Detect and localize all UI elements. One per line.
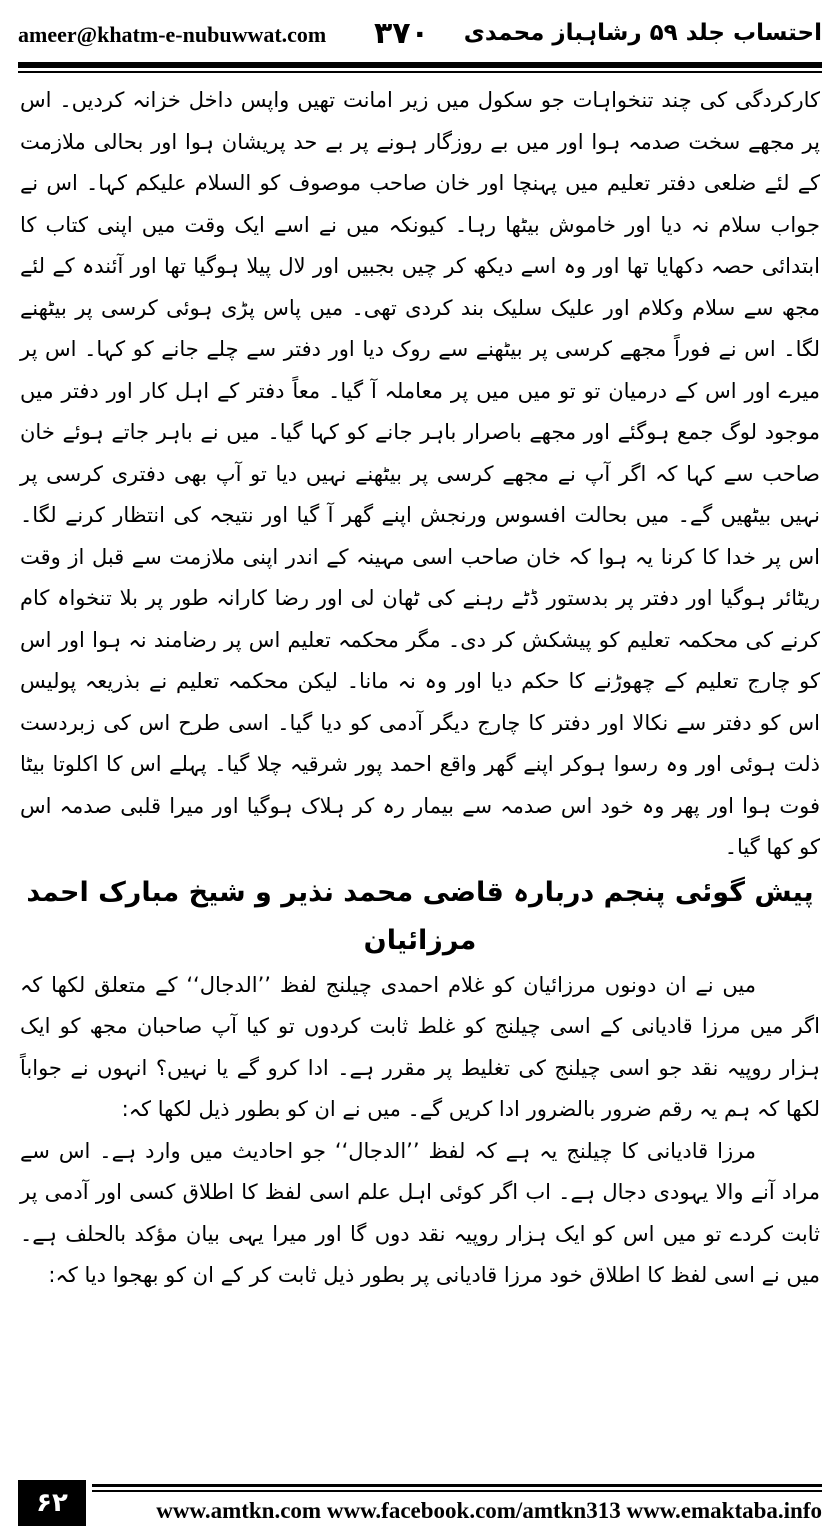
page-header <box>18 14 822 60</box>
footer-website-links: www.amtkn.com www.facebook.com/amtkn313 www.emaktaba.info <box>156 1498 822 1523</box>
section-heading: پیش گوئی پنجم دربارہ قاضی محمد نذیر و شیخ مبارک احمد مرزائیان <box>26 876 814 956</box>
body-paragraph-2: میں نے ان دونوں مرزائیان کو غلام احمدی چیلنج لفظ ’’الدجال‘‘ کے متعلق لکھا کہ اگر میں مرزا قادیانی کے اسی چیلنج کو غلط ثابت کردوں تو کیا آپ صاحبان مجھ کو ایک ہزار روپیہ نقد جو اسی چیلنج کی تغلیط پر مقرر ہے۔ ادا کرو گے یا نہیں؟ انہوں نے جواباً لکھا کہ ہم یہ رقم ضرور بالضرور ادا کریں گے۔ میں نے ان کو بطور ذیل لکھا کہ: <box>20 972 820 1121</box>
header-rule-thick <box>18 62 822 68</box>
footer-page-badge: ۶۲ <box>18 1480 86 1526</box>
header-email: ameer@khatm-e-nubuwwat.com <box>18 22 327 47</box>
header-book-title: احتساب جلد ۵۹ رشاہباز محمدی <box>463 20 822 46</box>
footer-rule-thin <box>92 1490 822 1492</box>
page-body <box>20 80 820 1297</box>
header-page-number: ۳۷۰ <box>374 16 429 51</box>
header-rule-thin <box>18 71 822 73</box>
footer-rule-thick <box>92 1484 822 1487</box>
body-paragraph-3: مرزا قادیانی کا چیلنج یہ ہے کہ لفظ ’’الدجال‘‘ جو احادیث میں وارد ہے۔ اس سے مراد آنے والا یہودی دجال ہے۔ اب اگر کوئی اہل علم اسی لفظ کا اطلاق کسی اور آدمی پر ثابت کردے تو میں اس کو ایک ہزار روپیہ نقد دوں گا اور میرا یہی بیان مؤکد بالحلف ہے۔ میں نے اسی لفظ کا اطلاق خود مرزا قادیانی پر بطور ذیل ثابت کر کے ان کو بھجوا دیا کہ: <box>20 1138 820 1287</box>
body-paragraph-1: کارکردگی کی چند تنخواہات جو سکول میں زیر امانت تھیں واپس داخل خزانہ کردیں۔ اس پر مجھے سخت صدمہ ہوا اور میں بے روزگار ہونے پر بے حد پریشان ہوا اور بحالی ملازمت کے لئے ضلعی دفتر تعلیم میں پہنچا اور خان صاحب موصوف کو السلام علیکم کہا۔ اس نے جواب سلام نہ دیا اور خاموش بیٹھا رہا۔ کیونکہ میں نے اسے ایک وقت میں اپنی کتاب کا ابتدائی حصہ دکھایا تھا اور وہ اسے دیکھ کر چیں بجبیں اور لال پیلا ہوگیا تھا اور آئندہ کے لئے مجھ سے سلام وکلام اور علیک سلیک بند کردی تھی۔ میں پاس پڑی ہوئی کرسی پر بیٹھنے لگا۔ اس نے فوراً مجھے کرسی پر بیٹھنے سے روک دیا اور دفتر سے چلے جانے کو کہا۔ اس پر میرے اور اس کے درمیان تو تو میں میں پر معاملہ آ گیا۔ معاً دفتر کے اہل کار اور دفتر میں موجود لوگ جمع ہوگئے اور مجھے باصرار باہر جانے کو کہا گیا۔ میں نے باہر جاتے ہوئے خان صاحب سے کہا کہ اگر آپ نے مجھے کرسی پر بیٹھنے نہیں دیا تو آپ بھی دفتری کرسی پر نہیں بیٹھیں گے۔ میں بحالت افسوس ورنجش اپنے گھر آ گیا اور نتیجہ کی انتظار کرنے لگا۔ اس پر خدا کا کرنا یہ ہوا کہ خان صاحب اسی مہینہ کے اندر اپنی ملازمت سے قبل از وقت ریٹائر ہوگیا اور دفتر پر بدستور ڈٹے رہنے کی ٹھان لی اور رضا کارانہ طور پر بلا تنخواہ کام کرنے کی محکمہ تعلیم کو پیشکش کر دی۔ مگر محکمہ تعلیم اس پر رضامند نہ ہوا اور اس کو چارج تعلیم کے چھوڑنے کا حکم دیا اور وہ نہ مانا۔ لیکن محکمہ تعلیم نے بذریعہ پولیس اس کو دفتر سے نکالا اور دفتر کا چارج دیگر آدمی کو دیا گیا۔ اسی طرح اس کی زبردست ذلت ہوئی اور وہ رسوا ہوکر اپنے گھر واقع احمد پور شرقیہ چلا گیا۔ پہلے اس کا اکلوتا بیٹا فوت ہوا اور پھر وہ خود اس صدمہ سے بیمار رہ کر ہلاک ہوگیا اور میرا قلبی صدمہ اس کو کھا گیا۔ <box>20 88 820 859</box>
